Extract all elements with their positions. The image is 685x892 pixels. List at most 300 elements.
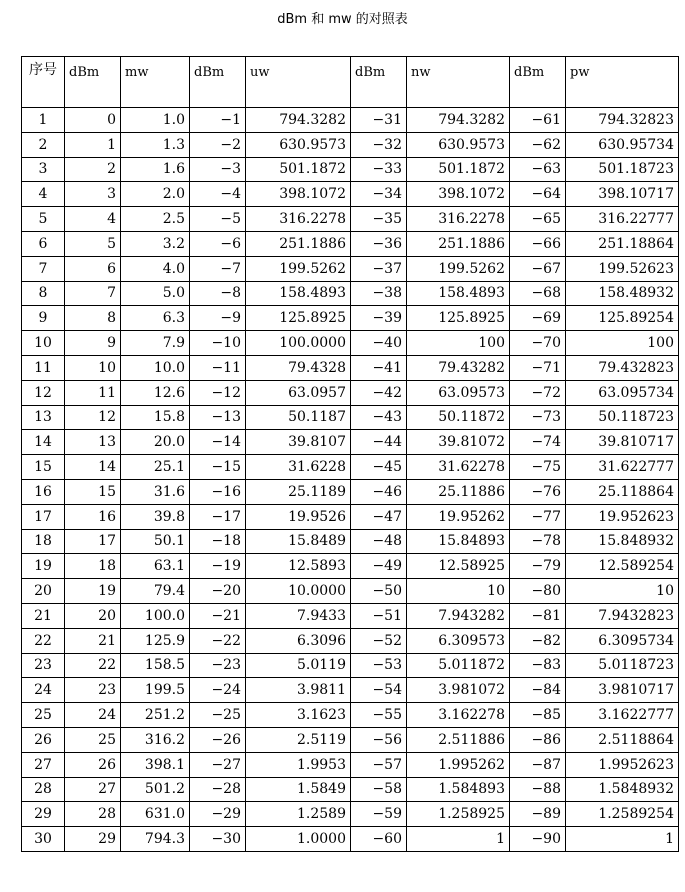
cell-nw: 316.2278 bbox=[407, 207, 510, 232]
cell-mw: 2.5 bbox=[121, 207, 190, 232]
cell-dbm-uw: −25 bbox=[190, 703, 246, 728]
table-row bbox=[22, 504, 679, 529]
cell-index: 22 bbox=[22, 628, 65, 653]
cell-nw: 251.1886 bbox=[407, 231, 510, 256]
cell-mw: 1.6 bbox=[121, 157, 190, 182]
cell-dbm-pw: −89 bbox=[510, 802, 566, 827]
table-row bbox=[22, 108, 679, 133]
cell-dbm-uw: −19 bbox=[190, 554, 246, 579]
cell-dbm-mw: 17 bbox=[65, 529, 121, 554]
header-dbm-nw: dBm bbox=[351, 57, 407, 108]
cell-dbm-pw: −76 bbox=[510, 479, 566, 504]
cell-dbm-uw: −22 bbox=[190, 628, 246, 653]
cell-dbm-nw: −48 bbox=[351, 529, 407, 554]
cell-dbm-nw: −49 bbox=[351, 554, 407, 579]
cell-dbm-pw: −67 bbox=[510, 256, 566, 281]
cell-dbm-mw: 4 bbox=[65, 207, 121, 232]
table-row bbox=[22, 256, 679, 281]
cell-dbm-uw: −12 bbox=[190, 380, 246, 405]
cell-dbm-mw: 21 bbox=[65, 628, 121, 653]
cell-index: 13 bbox=[22, 405, 65, 430]
cell-nw: 1.258925 bbox=[407, 802, 510, 827]
cell-nw: 1.995262 bbox=[407, 752, 510, 777]
cell-nw: 158.4893 bbox=[407, 281, 510, 306]
cell-dbm-mw: 20 bbox=[65, 603, 121, 628]
cell-dbm-mw: 9 bbox=[65, 331, 121, 356]
cell-nw: 3.981072 bbox=[407, 678, 510, 703]
cell-dbm-mw: 2 bbox=[65, 157, 121, 182]
cell-nw: 398.1072 bbox=[407, 182, 510, 207]
cell-index: 7 bbox=[22, 256, 65, 281]
cell-pw: 5.0118723 bbox=[566, 653, 679, 678]
cell-uw: 100.0000 bbox=[246, 331, 351, 356]
cell-dbm-uw: −21 bbox=[190, 603, 246, 628]
cell-index: 26 bbox=[22, 727, 65, 752]
cell-uw: 1.9953 bbox=[246, 752, 351, 777]
cell-mw: 31.6 bbox=[121, 479, 190, 504]
cell-index: 27 bbox=[22, 752, 65, 777]
table-row bbox=[22, 157, 679, 182]
cell-mw: 2.0 bbox=[121, 182, 190, 207]
cell-pw: 25.118864 bbox=[566, 479, 679, 504]
cell-uw: 25.1189 bbox=[246, 479, 351, 504]
cell-pw: 31.622777 bbox=[566, 455, 679, 480]
cell-dbm-uw: −4 bbox=[190, 182, 246, 207]
cell-dbm-uw: −24 bbox=[190, 678, 246, 703]
dbm-conversion-table bbox=[21, 56, 679, 852]
cell-nw: 19.95262 bbox=[407, 504, 510, 529]
cell-dbm-uw: −8 bbox=[190, 281, 246, 306]
cell-index: 17 bbox=[22, 504, 65, 529]
cell-dbm-uw: −27 bbox=[190, 752, 246, 777]
table-row bbox=[22, 554, 679, 579]
header-dbm-uw: dBm bbox=[190, 57, 246, 108]
cell-index: 21 bbox=[22, 603, 65, 628]
cell-index: 11 bbox=[22, 355, 65, 380]
cell-dbm-uw: −15 bbox=[190, 455, 246, 480]
cell-dbm-pw: −65 bbox=[510, 207, 566, 232]
cell-dbm-mw: 1 bbox=[65, 132, 121, 157]
cell-dbm-mw: 27 bbox=[65, 777, 121, 802]
cell-nw: 12.58925 bbox=[407, 554, 510, 579]
cell-pw: 50.118723 bbox=[566, 405, 679, 430]
cell-index: 23 bbox=[22, 653, 65, 678]
cell-dbm-mw: 16 bbox=[65, 504, 121, 529]
header-pw: pw bbox=[566, 57, 679, 108]
cell-dbm-nw: −52 bbox=[351, 628, 407, 653]
cell-uw: 79.4328 bbox=[246, 355, 351, 380]
cell-mw: 15.8 bbox=[121, 405, 190, 430]
cell-pw: 1 bbox=[566, 827, 679, 852]
cell-nw: 6.309573 bbox=[407, 628, 510, 653]
table-row bbox=[22, 479, 679, 504]
cell-mw: 63.1 bbox=[121, 554, 190, 579]
cell-dbm-mw: 10 bbox=[65, 355, 121, 380]
cell-mw: 501.2 bbox=[121, 777, 190, 802]
cell-pw: 7.9432823 bbox=[566, 603, 679, 628]
cell-dbm-pw: −79 bbox=[510, 554, 566, 579]
cell-uw: 1.2589 bbox=[246, 802, 351, 827]
cell-index: 15 bbox=[22, 455, 65, 480]
cell-dbm-mw: 24 bbox=[65, 703, 121, 728]
cell-dbm-nw: −33 bbox=[351, 157, 407, 182]
cell-mw: 158.5 bbox=[121, 653, 190, 678]
cell-dbm-uw: −29 bbox=[190, 802, 246, 827]
cell-dbm-nw: −39 bbox=[351, 306, 407, 331]
cell-dbm-nw: −32 bbox=[351, 132, 407, 157]
cell-index: 5 bbox=[22, 207, 65, 232]
header-dbm-mw: dBm bbox=[65, 57, 121, 108]
cell-dbm-pw: −86 bbox=[510, 727, 566, 752]
cell-dbm-nw: −37 bbox=[351, 256, 407, 281]
header-dbm-pw: dBm bbox=[510, 57, 566, 108]
cell-uw: 3.9811 bbox=[246, 678, 351, 703]
table-row bbox=[22, 231, 679, 256]
cell-dbm-nw: −44 bbox=[351, 430, 407, 455]
cell-nw: 1 bbox=[407, 827, 510, 852]
cell-uw: 7.9433 bbox=[246, 603, 351, 628]
cell-nw: 501.1872 bbox=[407, 157, 510, 182]
table-row bbox=[22, 529, 679, 554]
cell-uw: 125.8925 bbox=[246, 306, 351, 331]
cell-nw: 10 bbox=[407, 579, 510, 604]
cell-dbm-uw: −3 bbox=[190, 157, 246, 182]
cell-mw: 794.3 bbox=[121, 827, 190, 852]
cell-mw: 199.5 bbox=[121, 678, 190, 703]
cell-dbm-uw: −11 bbox=[190, 355, 246, 380]
cell-pw: 63.095734 bbox=[566, 380, 679, 405]
cell-dbm-uw: −16 bbox=[190, 479, 246, 504]
cell-dbm-nw: −55 bbox=[351, 703, 407, 728]
cell-dbm-nw: −51 bbox=[351, 603, 407, 628]
cell-index: 2 bbox=[22, 132, 65, 157]
cell-dbm-pw: −69 bbox=[510, 306, 566, 331]
cell-dbm-mw: 7 bbox=[65, 281, 121, 306]
cell-uw: 501.1872 bbox=[246, 157, 351, 182]
cell-index: 12 bbox=[22, 380, 65, 405]
cell-pw: 158.48932 bbox=[566, 281, 679, 306]
cell-index: 24 bbox=[22, 678, 65, 703]
table-row bbox=[22, 331, 679, 356]
cell-dbm-nw: −47 bbox=[351, 504, 407, 529]
table-row bbox=[22, 603, 679, 628]
cell-dbm-mw: 19 bbox=[65, 579, 121, 604]
cell-dbm-pw: −82 bbox=[510, 628, 566, 653]
cell-dbm-mw: 12 bbox=[65, 405, 121, 430]
cell-pw: 100 bbox=[566, 331, 679, 356]
cell-pw: 39.810717 bbox=[566, 430, 679, 455]
cell-dbm-mw: 22 bbox=[65, 653, 121, 678]
cell-index: 8 bbox=[22, 281, 65, 306]
cell-mw: 398.1 bbox=[121, 752, 190, 777]
table-row bbox=[22, 355, 679, 380]
cell-mw: 20.0 bbox=[121, 430, 190, 455]
cell-uw: 2.5119 bbox=[246, 727, 351, 752]
cell-dbm-pw: −62 bbox=[510, 132, 566, 157]
table-row bbox=[22, 628, 679, 653]
cell-dbm-nw: −41 bbox=[351, 355, 407, 380]
cell-pw: 630.95734 bbox=[566, 132, 679, 157]
cell-uw: 199.5262 bbox=[246, 256, 351, 281]
cell-mw: 1.0 bbox=[121, 108, 190, 133]
table-row bbox=[22, 132, 679, 157]
cell-nw: 15.84893 bbox=[407, 529, 510, 554]
cell-dbm-mw: 5 bbox=[65, 231, 121, 256]
cell-dbm-pw: −88 bbox=[510, 777, 566, 802]
cell-dbm-uw: −17 bbox=[190, 504, 246, 529]
cell-uw: 1.5849 bbox=[246, 777, 351, 802]
cell-uw: 39.8107 bbox=[246, 430, 351, 455]
cell-dbm-uw: −30 bbox=[190, 827, 246, 852]
cell-dbm-nw: −38 bbox=[351, 281, 407, 306]
cell-index: 1 bbox=[22, 108, 65, 133]
cell-dbm-pw: −78 bbox=[510, 529, 566, 554]
cell-mw: 251.2 bbox=[121, 703, 190, 728]
table-row bbox=[22, 678, 679, 703]
cell-dbm-pw: −84 bbox=[510, 678, 566, 703]
cell-dbm-pw: −61 bbox=[510, 108, 566, 133]
cell-mw: 1.3 bbox=[121, 132, 190, 157]
cell-dbm-pw: −77 bbox=[510, 504, 566, 529]
cell-mw: 6.3 bbox=[121, 306, 190, 331]
cell-nw: 39.81072 bbox=[407, 430, 510, 455]
header-index: 序号 bbox=[22, 57, 65, 108]
table-row bbox=[22, 802, 679, 827]
cell-uw: 12.5893 bbox=[246, 554, 351, 579]
cell-dbm-uw: −18 bbox=[190, 529, 246, 554]
cell-uw: 19.9526 bbox=[246, 504, 351, 529]
cell-mw: 39.8 bbox=[121, 504, 190, 529]
cell-index: 3 bbox=[22, 157, 65, 182]
cell-dbm-mw: 14 bbox=[65, 455, 121, 480]
cell-dbm-mw: 18 bbox=[65, 554, 121, 579]
cell-pw: 794.32823 bbox=[566, 108, 679, 133]
header-row bbox=[22, 57, 679, 108]
cell-index: 9 bbox=[22, 306, 65, 331]
cell-mw: 316.2 bbox=[121, 727, 190, 752]
table-row bbox=[22, 380, 679, 405]
cell-pw: 12.589254 bbox=[566, 554, 679, 579]
cell-dbm-pw: −64 bbox=[510, 182, 566, 207]
cell-dbm-nw: −56 bbox=[351, 727, 407, 752]
cell-pw: 316.22777 bbox=[566, 207, 679, 232]
cell-dbm-mw: 8 bbox=[65, 306, 121, 331]
cell-dbm-pw: −80 bbox=[510, 579, 566, 604]
cell-uw: 63.0957 bbox=[246, 380, 351, 405]
header-nw: nw bbox=[407, 57, 510, 108]
table-row bbox=[22, 430, 679, 455]
cell-dbm-uw: −1 bbox=[190, 108, 246, 133]
cell-dbm-uw: −7 bbox=[190, 256, 246, 281]
cell-dbm-nw: −50 bbox=[351, 579, 407, 604]
cell-dbm-nw: −40 bbox=[351, 331, 407, 356]
cell-dbm-nw: −36 bbox=[351, 231, 407, 256]
cell-uw: 251.1886 bbox=[246, 231, 351, 256]
cell-pw: 501.18723 bbox=[566, 157, 679, 182]
table-row bbox=[22, 827, 679, 852]
cell-dbm-pw: −70 bbox=[510, 331, 566, 356]
cell-dbm-pw: −75 bbox=[510, 455, 566, 480]
cell-nw: 31.62278 bbox=[407, 455, 510, 480]
cell-dbm-uw: −28 bbox=[190, 777, 246, 802]
cell-dbm-pw: −66 bbox=[510, 231, 566, 256]
cell-pw: 6.3095734 bbox=[566, 628, 679, 653]
cell-uw: 50.1187 bbox=[246, 405, 351, 430]
cell-mw: 25.1 bbox=[121, 455, 190, 480]
cell-index: 16 bbox=[22, 479, 65, 504]
cell-uw: 794.3282 bbox=[246, 108, 351, 133]
cell-dbm-pw: −83 bbox=[510, 653, 566, 678]
cell-pw: 3.9810717 bbox=[566, 678, 679, 703]
cell-dbm-nw: −60 bbox=[351, 827, 407, 852]
cell-dbm-pw: −90 bbox=[510, 827, 566, 852]
cell-dbm-mw: 25 bbox=[65, 727, 121, 752]
cell-nw: 794.3282 bbox=[407, 108, 510, 133]
table-row bbox=[22, 703, 679, 728]
cell-dbm-nw: −43 bbox=[351, 405, 407, 430]
cell-dbm-uw: −5 bbox=[190, 207, 246, 232]
cell-uw: 1.0000 bbox=[246, 827, 351, 852]
cell-uw: 316.2278 bbox=[246, 207, 351, 232]
cell-dbm-pw: −85 bbox=[510, 703, 566, 728]
table-row bbox=[22, 777, 679, 802]
cell-dbm-pw: −73 bbox=[510, 405, 566, 430]
cell-dbm-uw: −26 bbox=[190, 727, 246, 752]
table-row bbox=[22, 207, 679, 232]
cell-nw: 63.09573 bbox=[407, 380, 510, 405]
cell-dbm-pw: −63 bbox=[510, 157, 566, 182]
cell-dbm-nw: −59 bbox=[351, 802, 407, 827]
cell-dbm-mw: 6 bbox=[65, 256, 121, 281]
cell-nw: 50.11872 bbox=[407, 405, 510, 430]
cell-dbm-nw: −34 bbox=[351, 182, 407, 207]
cell-index: 20 bbox=[22, 579, 65, 604]
cell-mw: 7.9 bbox=[121, 331, 190, 356]
cell-index: 19 bbox=[22, 554, 65, 579]
cell-index: 4 bbox=[22, 182, 65, 207]
cell-nw: 2.511886 bbox=[407, 727, 510, 752]
table-row bbox=[22, 579, 679, 604]
cell-dbm-pw: −87 bbox=[510, 752, 566, 777]
cell-uw: 398.1072 bbox=[246, 182, 351, 207]
cell-dbm-mw: 29 bbox=[65, 827, 121, 852]
cell-dbm-mw: 3 bbox=[65, 182, 121, 207]
cell-dbm-pw: −71 bbox=[510, 355, 566, 380]
cell-uw: 6.3096 bbox=[246, 628, 351, 653]
table-row bbox=[22, 727, 679, 752]
cell-dbm-pw: −72 bbox=[510, 380, 566, 405]
cell-pw: 251.18864 bbox=[566, 231, 679, 256]
table-row bbox=[22, 653, 679, 678]
cell-index: 10 bbox=[22, 331, 65, 356]
cell-uw: 630.9573 bbox=[246, 132, 351, 157]
cell-index: 14 bbox=[22, 430, 65, 455]
cell-mw: 3.2 bbox=[121, 231, 190, 256]
cell-dbm-uw: −23 bbox=[190, 653, 246, 678]
table-row bbox=[22, 752, 679, 777]
cell-dbm-uw: −13 bbox=[190, 405, 246, 430]
cell-nw: 25.11886 bbox=[407, 479, 510, 504]
cell-uw: 3.1623 bbox=[246, 703, 351, 728]
cell-nw: 5.011872 bbox=[407, 653, 510, 678]
cell-index: 28 bbox=[22, 777, 65, 802]
cell-nw: 1.584893 bbox=[407, 777, 510, 802]
cell-pw: 125.89254 bbox=[566, 306, 679, 331]
cell-mw: 5.0 bbox=[121, 281, 190, 306]
cell-pw: 199.52623 bbox=[566, 256, 679, 281]
cell-pw: 15.848932 bbox=[566, 529, 679, 554]
cell-dbm-uw: −9 bbox=[190, 306, 246, 331]
cell-dbm-mw: 23 bbox=[65, 678, 121, 703]
cell-dbm-nw: −57 bbox=[351, 752, 407, 777]
cell-dbm-nw: −45 bbox=[351, 455, 407, 480]
cell-index: 25 bbox=[22, 703, 65, 728]
cell-nw: 125.8925 bbox=[407, 306, 510, 331]
cell-nw: 79.43282 bbox=[407, 355, 510, 380]
cell-dbm-nw: −54 bbox=[351, 678, 407, 703]
table-row bbox=[22, 182, 679, 207]
cell-mw: 631.0 bbox=[121, 802, 190, 827]
cell-dbm-mw: 11 bbox=[65, 380, 121, 405]
cell-nw: 100 bbox=[407, 331, 510, 356]
cell-uw: 5.0119 bbox=[246, 653, 351, 678]
cell-dbm-uw: −6 bbox=[190, 231, 246, 256]
cell-dbm-nw: −53 bbox=[351, 653, 407, 678]
cell-pw: 10 bbox=[566, 579, 679, 604]
cell-mw: 4.0 bbox=[121, 256, 190, 281]
cell-uw: 31.6228 bbox=[246, 455, 351, 480]
cell-pw: 398.10717 bbox=[566, 182, 679, 207]
cell-pw: 1.9952623 bbox=[566, 752, 679, 777]
cell-mw: 10.0 bbox=[121, 355, 190, 380]
cell-uw: 15.8489 bbox=[246, 529, 351, 554]
cell-pw: 19.952623 bbox=[566, 504, 679, 529]
cell-dbm-mw: 15 bbox=[65, 479, 121, 504]
cell-dbm-nw: −42 bbox=[351, 380, 407, 405]
cell-index: 29 bbox=[22, 802, 65, 827]
cell-dbm-mw: 13 bbox=[65, 430, 121, 455]
cell-index: 18 bbox=[22, 529, 65, 554]
table-row bbox=[22, 405, 679, 430]
cell-uw: 10.0000 bbox=[246, 579, 351, 604]
table-row bbox=[22, 306, 679, 331]
cell-pw: 1.2589254 bbox=[566, 802, 679, 827]
cell-nw: 199.5262 bbox=[407, 256, 510, 281]
cell-dbm-pw: −68 bbox=[510, 281, 566, 306]
header-mw: mw bbox=[121, 57, 190, 108]
cell-mw: 12.6 bbox=[121, 380, 190, 405]
cell-dbm-nw: −35 bbox=[351, 207, 407, 232]
cell-nw: 7.943282 bbox=[407, 603, 510, 628]
cell-dbm-nw: −58 bbox=[351, 777, 407, 802]
cell-mw: 50.1 bbox=[121, 529, 190, 554]
table-row bbox=[22, 281, 679, 306]
cell-mw: 125.9 bbox=[121, 628, 190, 653]
cell-dbm-uw: −14 bbox=[190, 430, 246, 455]
cell-uw: 158.4893 bbox=[246, 281, 351, 306]
cell-pw: 3.1622777 bbox=[566, 703, 679, 728]
cell-pw: 79.432823 bbox=[566, 355, 679, 380]
header-uw: uw bbox=[246, 57, 351, 108]
cell-dbm-uw: −20 bbox=[190, 579, 246, 604]
cell-dbm-mw: 26 bbox=[65, 752, 121, 777]
cell-nw: 630.9573 bbox=[407, 132, 510, 157]
document-title: dBm 和 mw 的对照表 bbox=[277, 12, 408, 27]
cell-mw: 79.4 bbox=[121, 579, 190, 604]
cell-pw: 1.5848932 bbox=[566, 777, 679, 802]
cell-index: 30 bbox=[22, 827, 65, 852]
cell-dbm-mw: 28 bbox=[65, 802, 121, 827]
